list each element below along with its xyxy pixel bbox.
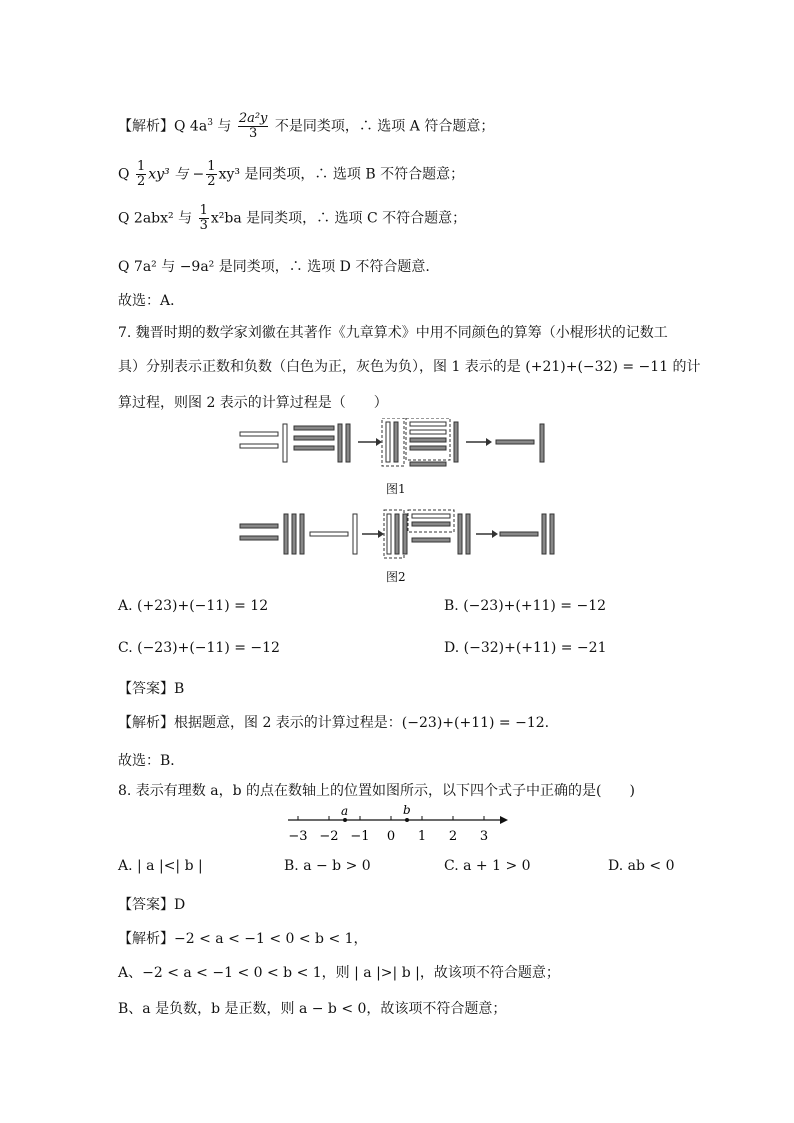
sol6-line2-mid: xy³ 与 − bbox=[148, 166, 205, 183]
sol6-line3 bbox=[118, 204, 466, 233]
sol6-line3-a: Q 2abx² 与 bbox=[118, 210, 193, 227]
axis-tick-label: 2 bbox=[448, 829, 458, 844]
rod bbox=[240, 444, 278, 448]
axis-tick-label: 1 bbox=[417, 829, 427, 844]
rod bbox=[240, 432, 278, 436]
point-b-label: b bbox=[403, 804, 411, 817]
rod bbox=[550, 514, 554, 554]
q8-option-a[interactable]: A. | a |<| b | bbox=[118, 858, 203, 874]
q8-option-d[interactable]: D. ab < 0 bbox=[608, 858, 675, 874]
rod bbox=[283, 424, 287, 462]
sol6-line3-post: x²ba 是同类项，∴ 选项 C 不符合题意； bbox=[210, 210, 467, 227]
arrow-head bbox=[486, 438, 492, 446]
figure-2-caption: 图2 bbox=[386, 570, 406, 584]
frac-num: 1 bbox=[207, 159, 216, 174]
rod bbox=[386, 422, 390, 462]
rod bbox=[412, 538, 450, 542]
rod bbox=[540, 424, 544, 462]
point-a-label: a bbox=[341, 804, 349, 818]
q7-analysis: 【解析】根据题意，图 2 表示的计算过程是：(−23)+(+11) = −12. bbox=[118, 715, 550, 731]
q7-option-a[interactable]: A. (+23)+(−11) = 12 bbox=[118, 598, 269, 614]
point-b bbox=[405, 818, 409, 822]
figure-2 bbox=[236, 508, 556, 560]
sol6-line1-post: 不是同类项，∴ 选项 A 符合题意； bbox=[274, 118, 495, 135]
point-a bbox=[343, 818, 347, 822]
q7-conclusion: 故选：B． bbox=[118, 753, 185, 769]
sol6-line2 bbox=[118, 160, 464, 189]
rod bbox=[240, 536, 278, 540]
rod bbox=[496, 440, 534, 444]
dashed-box bbox=[408, 510, 454, 532]
q8-analysis-2: A、−2 < a < −1 < 0 < b < 1，则 | a |>| b |，故该项不符合题意； bbox=[118, 965, 560, 981]
arrow-head bbox=[492, 530, 498, 538]
q7-answer: 【答案】B bbox=[118, 681, 185, 697]
rod bbox=[294, 426, 334, 430]
frac-num: 1 bbox=[136, 159, 146, 174]
fraction bbox=[206, 160, 216, 189]
rod bbox=[412, 522, 450, 526]
figure-1-caption: 图1 bbox=[386, 482, 406, 496]
rod bbox=[410, 438, 446, 442]
frac-den: 3 bbox=[248, 126, 258, 141]
sol6-line1-a: Q 4a bbox=[174, 118, 208, 135]
arrow-head bbox=[376, 438, 382, 446]
number-line bbox=[284, 804, 514, 848]
rod bbox=[410, 462, 446, 466]
sol6-line2-a: Q bbox=[118, 166, 130, 183]
rod bbox=[458, 514, 462, 554]
rod bbox=[403, 514, 407, 554]
q8-line1: 8. 表示有理数 a，b 的点在数轴上的位置如图所示，以下四个式子中正确的是( ) bbox=[118, 783, 635, 799]
rod bbox=[338, 424, 342, 462]
axis-tick-label: 3 bbox=[479, 829, 489, 844]
rod bbox=[394, 422, 398, 462]
axis-tick-label: −3 bbox=[288, 829, 308, 844]
exp: 3 bbox=[207, 117, 213, 128]
fraction bbox=[136, 160, 146, 189]
q8-option-c[interactable]: C. a + 1 > 0 bbox=[444, 858, 531, 874]
analysis-label: 【解析】 bbox=[118, 118, 174, 135]
rod bbox=[294, 436, 334, 440]
rod bbox=[353, 514, 357, 554]
rod bbox=[454, 422, 458, 462]
q7-option-c[interactable]: C. (−23)+(−11) = −12 bbox=[118, 640, 280, 656]
rod bbox=[412, 514, 450, 518]
q8-analysis-1: 【解析】−2 < a < −1 < 0 < b < 1， bbox=[118, 931, 368, 947]
q8-analysis-3: B、a 是负数，b 是正数，则 a − b < 0，故该项不符合题意； bbox=[118, 1001, 507, 1017]
figure-1 bbox=[236, 418, 556, 470]
rod bbox=[466, 514, 470, 554]
q7-option-b[interactable]: B. (−23)+(+11) = −12 bbox=[444, 598, 607, 614]
rod bbox=[500, 532, 538, 536]
axis-arrow bbox=[500, 816, 508, 824]
q7-line1: 7. 魏晋时期的数学家刘徽在其著作《九章算术》中用不同颜色的算筹（小棍形状的记数工 bbox=[118, 325, 668, 341]
q7-option-d[interactable]: D. (−32)+(+11) = −21 bbox=[444, 640, 607, 656]
q7-line3: 算过程，则图 2 表示的计算过程是（ ） bbox=[118, 395, 388, 411]
arrow-head bbox=[378, 530, 384, 538]
axis-tick-label: −1 bbox=[350, 829, 370, 844]
rod bbox=[410, 430, 446, 434]
fraction bbox=[238, 112, 269, 141]
rod bbox=[410, 446, 446, 450]
rod bbox=[292, 514, 296, 554]
axis-tick-label: 0 bbox=[386, 829, 396, 844]
fraction bbox=[199, 204, 209, 233]
frac-den: 2 bbox=[207, 174, 216, 189]
rod bbox=[346, 424, 350, 462]
frac-den: 2 bbox=[136, 174, 146, 189]
rod bbox=[395, 514, 399, 554]
rod bbox=[410, 422, 446, 426]
rod bbox=[542, 514, 546, 554]
q7-line2: 具）分别表示正数和负数（白色为正，灰色为负），图 1 表示的是 (+21)+(−32) = −11 的计 bbox=[118, 359, 701, 375]
rod bbox=[300, 514, 304, 554]
frac-den: 3 bbox=[199, 218, 208, 233]
rod bbox=[294, 446, 334, 450]
sol6-line2-post: xy³ 是同类项，∴ 选项 B 不符合题意； bbox=[218, 166, 465, 183]
rod bbox=[284, 514, 288, 554]
rod bbox=[387, 514, 391, 554]
axis-tick-label: −2 bbox=[319, 829, 339, 844]
sol6-line1: 【解析】Q $4a^3$ 与 $\frac{\text{2a²y}}{3}$ 不是同类项，∴ 选项 A 符合题意； bbox=[118, 111, 495, 141]
sol6-conclusion: 故选：A． bbox=[118, 293, 185, 309]
rod bbox=[310, 532, 348, 536]
sol6-line4: Q 7a² 与 −9a² 是同类项，∴ 选项 D 不符合题意. bbox=[118, 259, 430, 275]
dashed-box bbox=[382, 418, 404, 466]
rod bbox=[240, 524, 278, 528]
frac-num: 1 bbox=[199, 203, 208, 218]
q8-answer: 【答案】D bbox=[118, 897, 186, 913]
q8-option-b[interactable]: B. a − b > 0 bbox=[284, 858, 371, 874]
frac-num: 2a²y bbox=[238, 111, 268, 126]
